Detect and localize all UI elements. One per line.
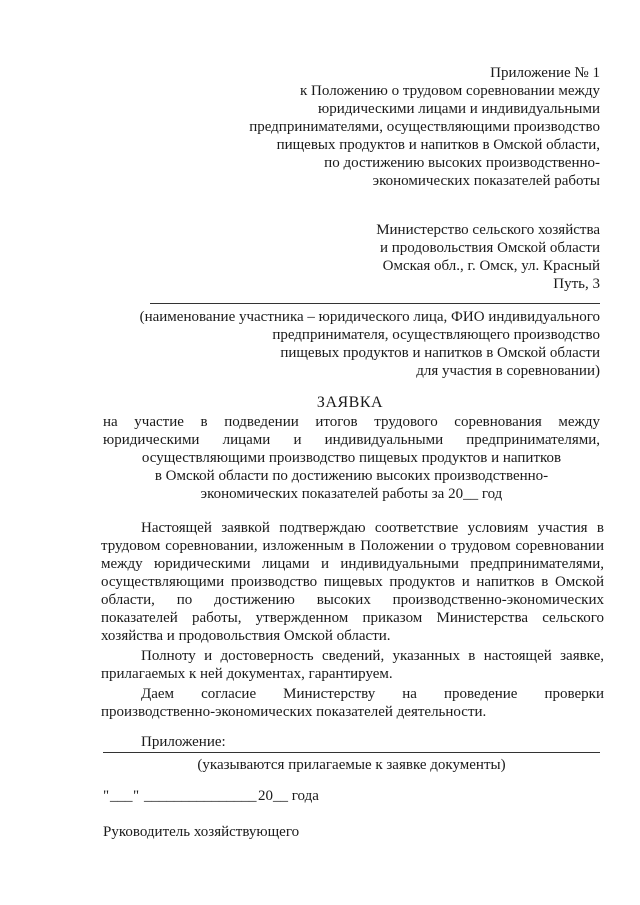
- body-line: области, по достижению высоких производственно-экономических: [101, 592, 604, 608]
- body-line: трудовом соревновании, изложенным в Положении о трудовом соревновании: [101, 538, 604, 554]
- subtitle-line: юридическими лицами и индивидуальными предпринимателями,: [103, 432, 600, 448]
- body-line: Даем согласие Министерству на проведение проверки: [141, 686, 604, 702]
- participant-name-field[interactable]: [150, 303, 600, 304]
- date-month-field[interactable]: _______________: [144, 788, 257, 804]
- appendix-line: экономических показателей работы: [372, 173, 600, 189]
- addressee-line: и продовольствия Омской области: [379, 240, 600, 256]
- body-line: Полноту и достоверность сведений, указанных в настоящей заявке,: [141, 648, 604, 664]
- appendix-line: по достижению высоких производственно-: [324, 155, 600, 171]
- appendix-title: Приложение № 1: [490, 65, 600, 81]
- body-line: хозяйства и продовольствия Омской области.: [101, 628, 391, 644]
- document-title: ЗАЯВКА: [316, 394, 384, 411]
- appendix-line: к Положению о трудовом соревновании между: [300, 83, 600, 99]
- signature-label: Руководитель хозяйствующего: [103, 824, 300, 840]
- body-line: между юридическими лицами и индивидуальными предпринимателями,: [101, 556, 604, 572]
- attachments-caption: (указываются прилагаемые к заявке документы): [197, 757, 506, 773]
- date-year-text: 20__ года: [258, 788, 319, 804]
- body-line: осуществляющими производство пищевых продуктов и напитков в Омской: [101, 574, 604, 590]
- date-open-quote: ": [103, 788, 110, 804]
- body-line: Настоящей заявкой подтверждаю соответствие условиям участия в: [141, 520, 604, 536]
- caption-line: пищевых продуктов и напитков в Омской области: [280, 345, 600, 361]
- caption-line: (наименование участника – юридического лица, ФИО индивидуального: [139, 309, 600, 325]
- subtitle-line: на участие в подведении итогов трудового соревнования между: [103, 414, 600, 430]
- subtitle-line: осуществляющими производство пищевых продуктов и напитков: [141, 450, 562, 466]
- body-line: показателей работы, утвержденном приказом Министерства сельского: [101, 610, 604, 626]
- date-day-field[interactable]: ___: [110, 788, 133, 804]
- appendix-line: предпринимателями, осуществляющими производство: [249, 119, 600, 135]
- addressee-line: Путь, 3: [553, 276, 600, 292]
- addressee-line: Министерство сельского хозяйства: [376, 222, 600, 238]
- body-line: производственно-экономических показателей деятельности.: [101, 704, 487, 720]
- caption-line: предпринимателя, осуществляющего производство: [272, 327, 600, 343]
- appendix-line: пищевых продуктов и напитков в Омской области,: [276, 137, 600, 153]
- caption-line: для участия в соревновании): [416, 363, 600, 379]
- attachments-label: Приложение:: [141, 734, 226, 750]
- addressee-line: Омская обл., г. Омск, ул. Красный: [382, 258, 600, 274]
- subtitle-line: экономических показателей работы за 20__ год: [200, 486, 503, 502]
- attachments-field[interactable]: [103, 752, 600, 753]
- date-close-quote: ": [133, 788, 140, 804]
- appendix-line: юридическими лицами и индивидуальными: [318, 101, 600, 117]
- subtitle-line: в Омской области по достижению высоких производственно-: [154, 468, 549, 484]
- body-line: прилагаемых к ней документах, гарантируем.: [101, 666, 393, 682]
